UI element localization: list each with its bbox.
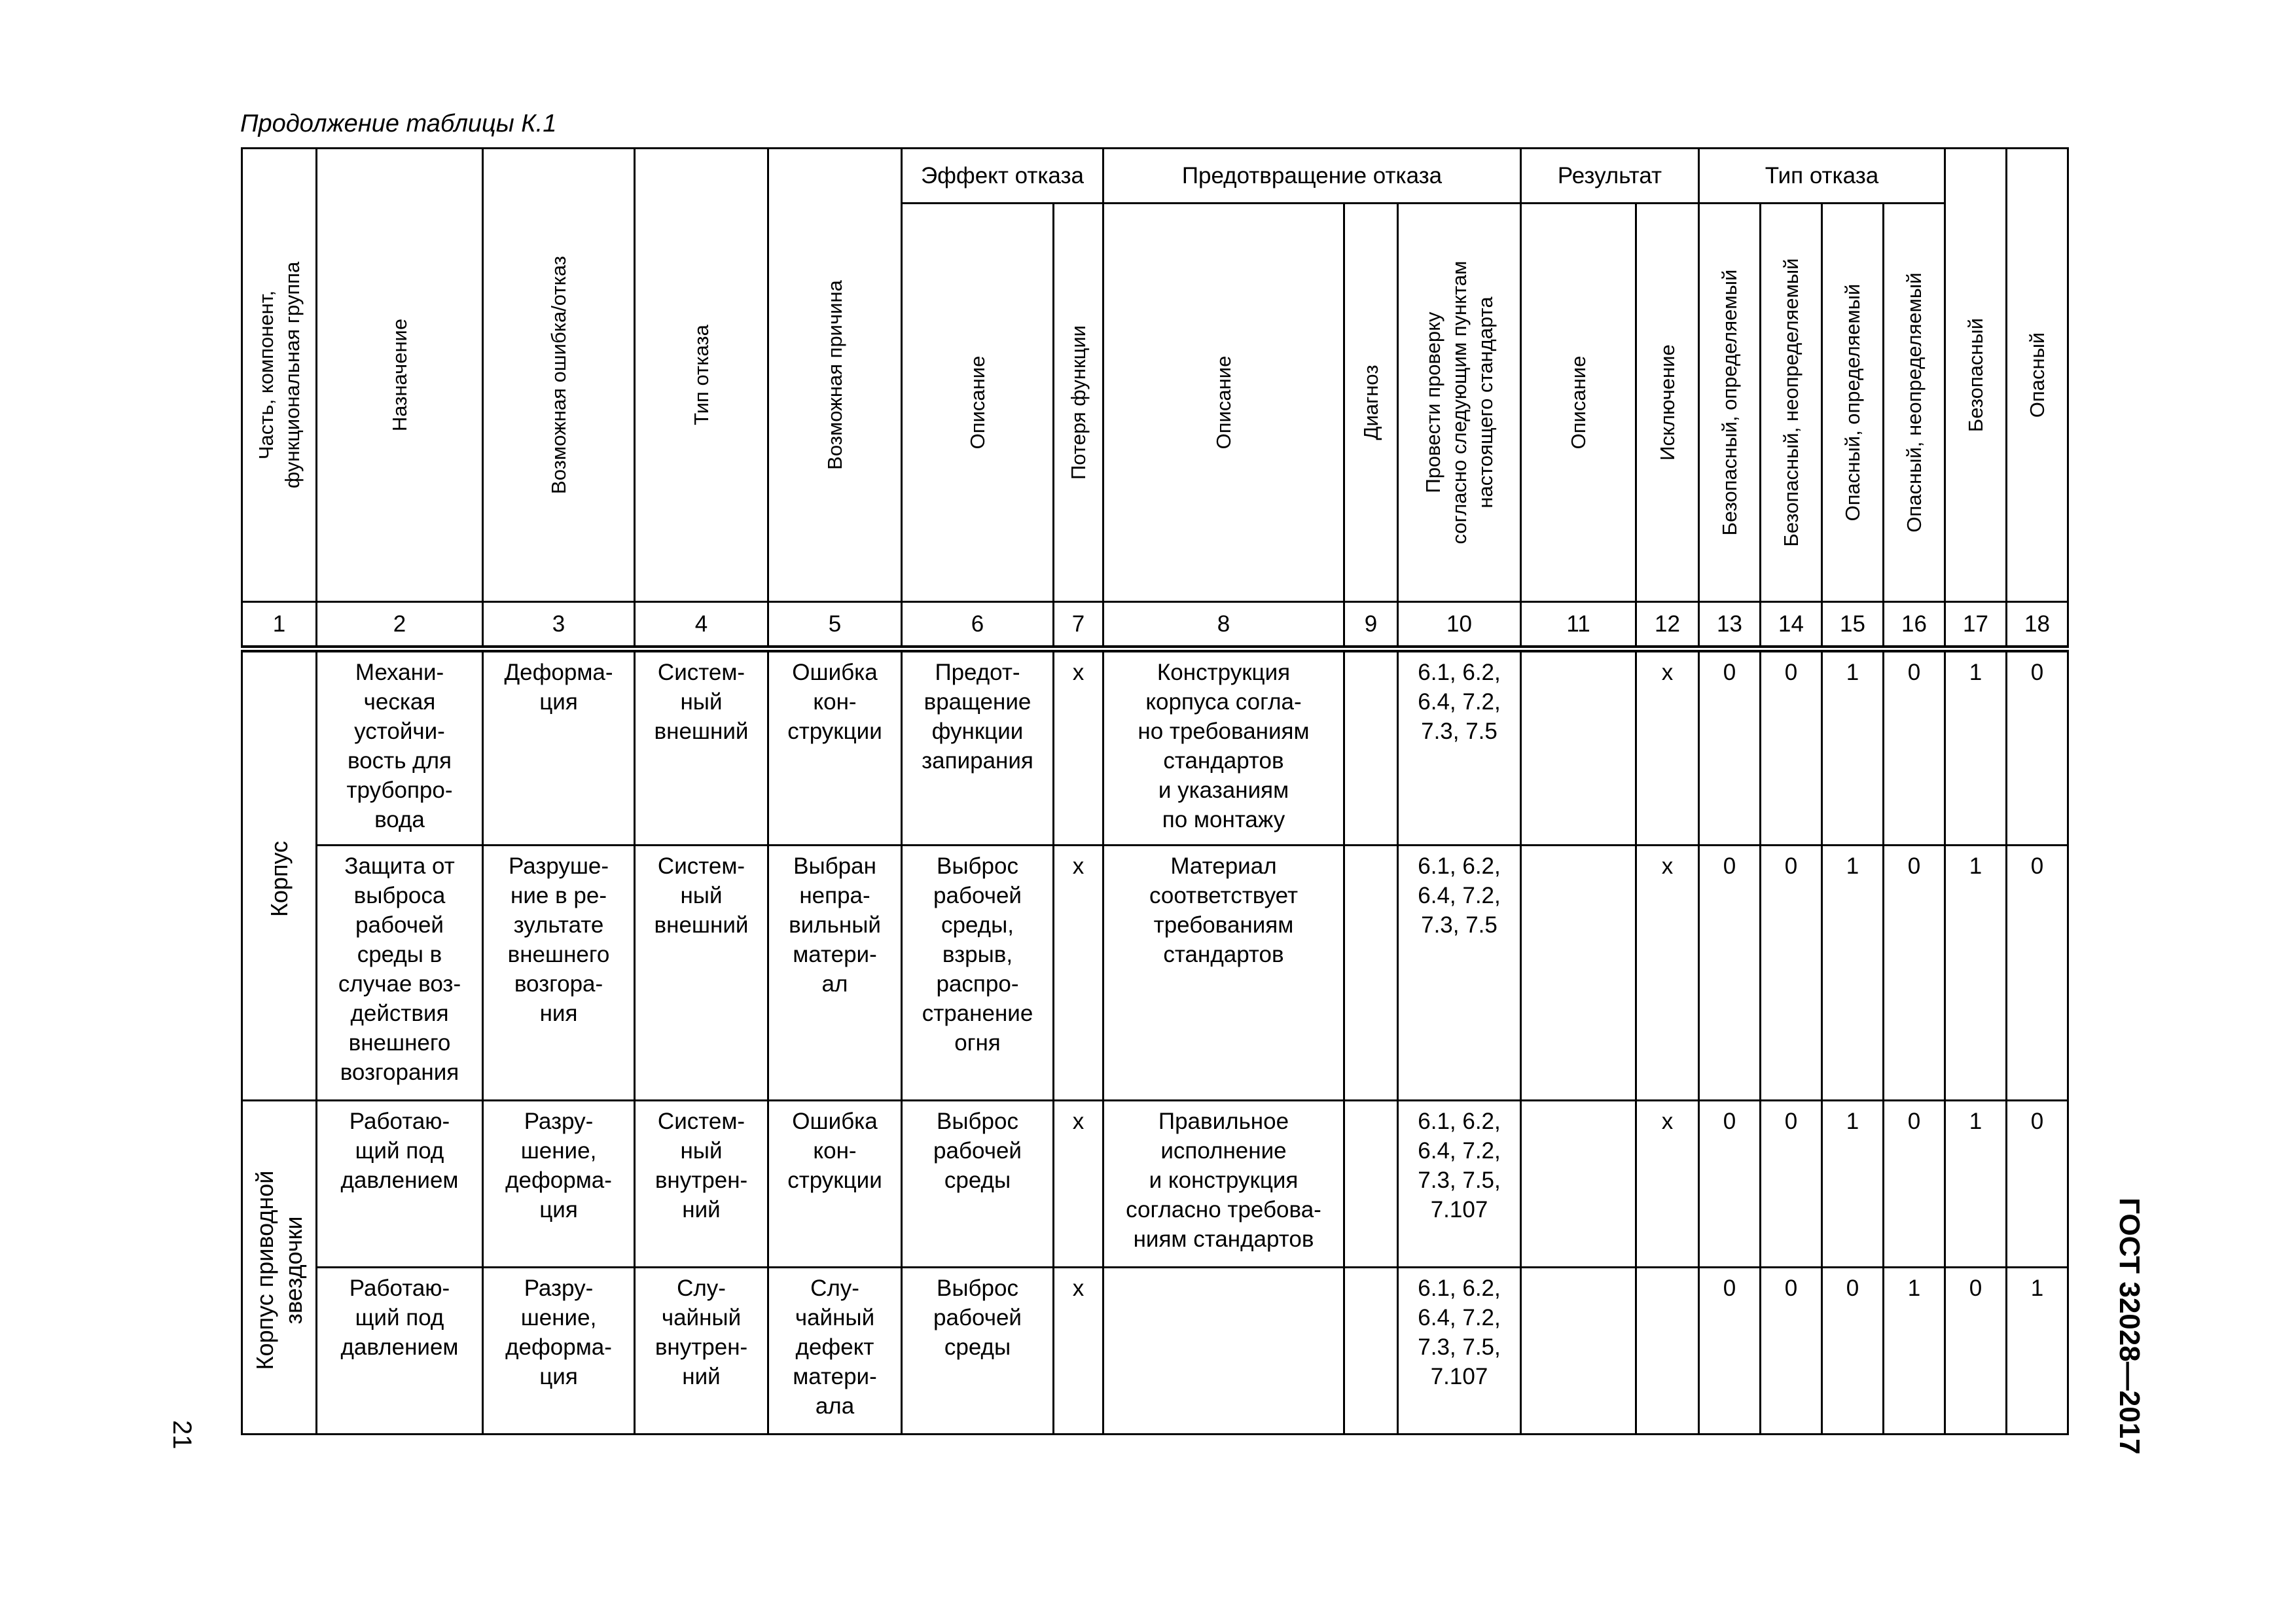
header-result-description: Описание — [1521, 204, 1636, 602]
column-number: 1 — [242, 602, 317, 649]
header-exclusion: Исключение — [1636, 204, 1699, 602]
column-number: 15 — [1822, 602, 1884, 649]
cell-dangerous: 0 — [2007, 1101, 2068, 1268]
header-result: Результат — [1521, 149, 1699, 204]
cell-failure-type: Систем- ный внешний — [635, 846, 768, 1101]
column-number: 8 — [1103, 602, 1344, 649]
fmea-table — [241, 147, 2069, 1435]
cell-diagnosis — [1344, 649, 1398, 846]
header-effect-description: Описание — [902, 204, 1054, 602]
header-check-clauses: Провести проверку согласно следующим пунктам настоящего стандарта — [1398, 204, 1521, 602]
cell-exclusion — [1636, 1268, 1699, 1435]
header-row-1 — [242, 149, 2068, 204]
cell-safe: 0 — [1945, 1268, 2007, 1435]
cell-prevention-description: Конструкция корпуса согла- но требованиям стандартов и указаниям по монтажу — [1103, 649, 1344, 846]
table-row — [242, 846, 2068, 1101]
cell-dangerous-detectable: 1 — [1822, 846, 1884, 1101]
cell-exclusion: x — [1636, 649, 1699, 846]
table-row — [242, 1101, 2068, 1268]
header-failure-type-group: Тип отказа — [1699, 149, 1945, 204]
header-dangerous-detectable: Опасный, определяемый — [1822, 204, 1884, 602]
column-number: 5 — [768, 602, 902, 649]
cell-failure-type: Систем- ный внутрен- ний — [635, 1101, 768, 1268]
cell-dangerous: 0 — [2007, 649, 2068, 846]
cell-safe: 1 — [1945, 846, 2007, 1101]
cell-effect-description: Выброс рабочей среды, взрыв, распро- странение огня — [902, 846, 1054, 1101]
table-caption: Продолжение таблицы К.1 — [240, 110, 557, 137]
header-prevention-description: Описание — [1103, 204, 1344, 602]
cell-purpose: Работаю- щий под давлением — [317, 1101, 483, 1268]
header-safe: Безопасный — [1945, 149, 2007, 602]
cell-error: Разру- шение, деформа- ция — [483, 1268, 635, 1435]
cell-error: Разру- шение, деформа- ция — [483, 1101, 635, 1268]
cell-cause: Ошибка кон- струкции — [768, 1101, 902, 1268]
cell-dangerous-undetectable: 1 — [1884, 1268, 1945, 1435]
cell-function-loss: x — [1054, 1101, 1103, 1268]
cell-purpose: Механи- ческая устойчи- вость для трубопро- вода — [317, 649, 483, 846]
column-number: 9 — [1344, 602, 1398, 649]
cell-diagnosis — [1344, 1101, 1398, 1268]
column-number: 2 — [317, 602, 483, 649]
cell-function-loss: x — [1054, 846, 1103, 1101]
header-failure-effect: Эффект отказа — [902, 149, 1103, 204]
cell-check-clauses: 6.1, 6.2, 6.4, 7.2, 7.3, 7.5, 7.107 — [1398, 1101, 1521, 1268]
header-possible-error: Возможная ошибка/отказ — [483, 149, 635, 602]
cell-function-loss: x — [1054, 649, 1103, 846]
column-number: 14 — [1761, 602, 1822, 649]
cell-purpose: Работаю- щий под давлением — [317, 1268, 483, 1435]
cell-cause: Слу- чайный дефект матери- ала — [768, 1268, 902, 1435]
column-number: 4 — [635, 602, 768, 649]
cell-dangerous: 0 — [2007, 846, 2068, 1101]
cell-dangerous: 1 — [2007, 1268, 2068, 1435]
cell-result-description — [1521, 846, 1636, 1101]
cell-exclusion: x — [1636, 846, 1699, 1101]
header-failure-prevention: Предотвращение отказа — [1103, 149, 1521, 204]
cell-error: Деформа- ция — [483, 649, 635, 846]
header-safe-undetectable: Безопасный, неопределяемый — [1761, 204, 1822, 602]
column-number-row — [242, 602, 2068, 649]
cell-diagnosis — [1344, 846, 1398, 1101]
cell-result-description — [1521, 649, 1636, 846]
cell-safe-undetectable: 0 — [1761, 1101, 1822, 1268]
header-possible-cause: Возможная причина — [768, 149, 902, 602]
header-dangerous-undetectable: Опасный, неопределяемый — [1884, 204, 1945, 602]
table-row — [242, 649, 2068, 846]
cell-prevention-description: Правильное исполнение и конструкция согласно требова- ниям стандартов — [1103, 1101, 1344, 1268]
cell-cause: Выбран непра- вильный матери- ал — [768, 846, 902, 1101]
cell-safe-detectable: 0 — [1699, 1268, 1761, 1435]
cell-effect-description: Выброс рабочей среды — [902, 1268, 1054, 1435]
cell-result-description — [1521, 1101, 1636, 1268]
cell-failure-type: Систем- ный внешний — [635, 649, 768, 846]
cell-error: Разруше- ние в ре- зультате внешнего возгора- ния — [483, 846, 635, 1101]
cell-function-loss: x — [1054, 1268, 1103, 1435]
cell-dangerous-detectable: 1 — [1822, 1101, 1884, 1268]
cell-effect-description: Выброс рабочей среды — [902, 1101, 1054, 1268]
column-number: 6 — [902, 602, 1054, 649]
cell-safe: 1 — [1945, 1101, 2007, 1268]
header-failure-type: Тип отказа — [635, 149, 768, 602]
cell-dangerous-undetectable: 0 — [1884, 1101, 1945, 1268]
page-number: 21 — [168, 1420, 196, 1450]
header-safe-detectable: Безопасный, определяемый — [1699, 204, 1761, 602]
column-number: 10 — [1398, 602, 1521, 649]
cell-result-description — [1521, 1268, 1636, 1435]
cell-cause: Ошибка кон- струкции — [768, 649, 902, 846]
cell-dangerous-detectable: 1 — [1822, 649, 1884, 846]
cell-diagnosis — [1344, 1268, 1398, 1435]
cell-safe-undetectable: 0 — [1761, 649, 1822, 846]
column-number: 7 — [1054, 602, 1103, 649]
column-number: 12 — [1636, 602, 1699, 649]
cell-dangerous-undetectable: 0 — [1884, 649, 1945, 846]
header-dangerous: Опасный — [2007, 149, 2068, 602]
column-number: 11 — [1521, 602, 1636, 649]
header-diagnosis: Диагноз — [1344, 204, 1398, 602]
column-number: 18 — [2007, 602, 2068, 649]
cell-effect-description: Предот- вращение функции запирания — [902, 649, 1054, 846]
header-part: Часть, компонент, функциональная группа — [242, 149, 317, 602]
cell-exclusion: x — [1636, 1101, 1699, 1268]
cell-prevention-description: Материал соответствует требованиям стандартов — [1103, 846, 1344, 1101]
cell-prevention-description — [1103, 1268, 1344, 1435]
group-label-sprocket-housing: Корпус приводной звездочки — [242, 1101, 317, 1435]
cell-safe-undetectable: 0 — [1761, 1268, 1822, 1435]
cell-check-clauses: 6.1, 6.2, 6.4, 7.2, 7.3, 7.5 — [1398, 649, 1521, 846]
column-number: 17 — [1945, 602, 2007, 649]
cell-dangerous-undetectable: 0 — [1884, 846, 1945, 1101]
standard-code: ГОСТ 32028—2017 — [2113, 1198, 2145, 1455]
cell-safe-detectable: 0 — [1699, 649, 1761, 846]
header-purpose: Назначение — [317, 149, 483, 602]
cell-safe-undetectable: 0 — [1761, 846, 1822, 1101]
table-row — [242, 1268, 2068, 1435]
cell-check-clauses: 6.1, 6.2, 6.4, 7.2, 7.3, 7.5, 7.107 — [1398, 1268, 1521, 1435]
cell-failure-type: Слу- чайный внутрен- ний — [635, 1268, 768, 1435]
group-label-housing: Корпус — [242, 649, 317, 1101]
cell-purpose: Защита от выброса рабочей среды в случае воз- действия внешнего возгорания — [317, 846, 483, 1101]
column-number: 3 — [483, 602, 635, 649]
cell-safe: 1 — [1945, 649, 2007, 846]
cell-safe-detectable: 0 — [1699, 846, 1761, 1101]
cell-safe-detectable: 0 — [1699, 1101, 1761, 1268]
cell-dangerous-detectable: 0 — [1822, 1268, 1884, 1435]
column-number: 13 — [1699, 602, 1761, 649]
cell-check-clauses: 6.1, 6.2, 6.4, 7.2, 7.3, 7.5 — [1398, 846, 1521, 1101]
column-number: 16 — [1884, 602, 1945, 649]
header-function-loss: Потеря функции — [1054, 204, 1103, 602]
